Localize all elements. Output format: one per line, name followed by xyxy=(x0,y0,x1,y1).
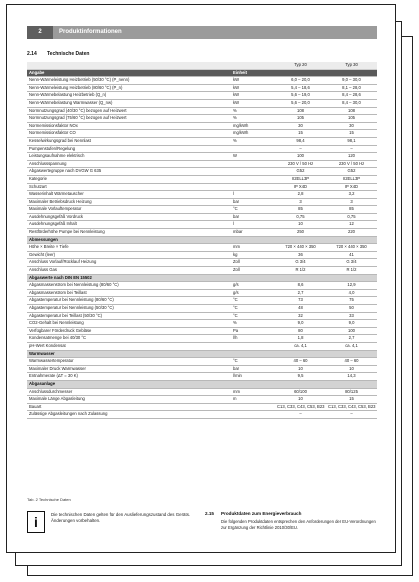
table-cell: 720 × 440 × 350 xyxy=(326,244,377,252)
table-row xyxy=(27,175,377,183)
table-cell: 80 xyxy=(275,327,326,335)
table-row xyxy=(27,77,377,85)
table-cell: Abgasmassenstrom bei Teillast xyxy=(27,289,231,297)
table-cell xyxy=(275,69,326,77)
table-cell: Abgastemperatur bei Nennleistung (50/30 °C) xyxy=(27,305,231,313)
table-cell: kW xyxy=(231,99,275,107)
table-cell: 9,0 xyxy=(275,320,326,328)
table-cell: Zoll xyxy=(231,259,275,267)
table-cell xyxy=(231,145,275,153)
table-cell: 15 xyxy=(326,396,377,404)
table-cell: kW xyxy=(231,92,275,100)
table-cell: 9,5 xyxy=(275,373,326,381)
table-cell: Anschlussdurchmesser xyxy=(27,388,231,396)
table-cell: Einheit xyxy=(231,69,275,77)
table-row xyxy=(27,358,377,366)
table-cell: Anschluss Gas xyxy=(27,267,231,275)
technical-data-table xyxy=(27,62,377,419)
table-cell: Typ 20 xyxy=(275,62,326,69)
info-note xyxy=(27,511,207,535)
table-row xyxy=(27,99,377,107)
table-cell: 3 xyxy=(275,198,326,206)
table-cell: 40 – 60 xyxy=(326,358,377,366)
table-cell: 8,4 – 28,6 xyxy=(326,92,377,100)
table-cell: 98,1 xyxy=(326,137,377,145)
table-row xyxy=(27,191,377,199)
table-row xyxy=(27,160,377,168)
table-row xyxy=(27,411,377,419)
table-row xyxy=(27,305,377,313)
table-cell: 5,4 – 18,6 xyxy=(275,84,326,92)
table-row xyxy=(27,168,377,176)
chapter-number: 2 xyxy=(27,26,53,39)
table-cell: Normnutzungsgrad (40/30 °C) bezogen auf Heizwert xyxy=(27,107,231,115)
table-cell: 8,1 – 28,0 xyxy=(326,84,377,92)
table-cell: Zoll xyxy=(231,267,275,275)
table-cell: % xyxy=(231,320,275,328)
table-cell: Abmessungen xyxy=(27,236,231,244)
chapter-header-bar xyxy=(27,26,377,39)
table-cell: 108 xyxy=(275,107,326,115)
table-cell: R 1/2 xyxy=(326,267,377,275)
table-cell: 60/100 xyxy=(275,388,326,396)
table-cell xyxy=(231,236,275,244)
table-row xyxy=(27,145,377,153)
table-cell: 75 xyxy=(326,297,377,305)
table-row xyxy=(27,373,377,381)
model-header-row xyxy=(27,62,377,69)
table-cell: Nenn-Wärmeleistung Heizbetrieb (50/30 °C) (P_nenn) xyxy=(27,77,231,85)
table-row xyxy=(27,107,377,115)
table-cell: 10 xyxy=(275,221,326,229)
table-cell: 120 xyxy=(326,153,377,161)
table-cell: 10 xyxy=(275,365,326,373)
table-cell: 40 – 60 xyxy=(275,358,326,366)
table-cell: Maximale Vorlauftemperatur xyxy=(27,206,231,214)
table-row xyxy=(27,198,377,206)
table-cell: bar xyxy=(231,198,275,206)
table-cell xyxy=(231,411,275,419)
table-cell: l xyxy=(231,221,275,229)
table-cell: l/min xyxy=(231,373,275,381)
table-cell: Höhe × Breite × Tiefe xyxy=(27,244,231,252)
table-cell: % xyxy=(231,137,275,145)
table-caption: Tab. 2 Technische Daten xyxy=(27,497,71,502)
table-cell: ca. 4,1 xyxy=(326,342,377,350)
table-cell: 1,8 xyxy=(275,335,326,343)
table-cell: G 3/4 xyxy=(275,259,326,267)
table-cell: G 3/4 xyxy=(326,259,377,267)
table-cell: °C xyxy=(231,206,275,214)
table-cell: l xyxy=(231,191,275,199)
table-cell: 8,4 – 30,0 xyxy=(326,99,377,107)
table-row xyxy=(27,244,377,252)
table-cell: 0,75 xyxy=(326,213,377,221)
column-header-row xyxy=(27,69,377,77)
table-cell: 48 xyxy=(275,305,326,313)
table-cell: 85 xyxy=(326,206,377,214)
table-cell xyxy=(231,403,275,411)
table-cell: 85 xyxy=(275,206,326,214)
table-cell: Ausdehnungsgefäß Vordruck xyxy=(27,213,231,221)
table-cell: 6,0 – 20,0 xyxy=(275,77,326,85)
table-cell: Wasserinhalt Wärmetauscher xyxy=(27,191,231,199)
table-cell: 32 xyxy=(275,312,326,320)
table-cell: Kategorie xyxy=(27,175,231,183)
table-cell: Abgasmassenstrom bei Nennleistung (80/60 °C) xyxy=(27,282,231,290)
table-cell: 41 xyxy=(326,251,377,259)
table-cell: Angabe xyxy=(27,69,231,77)
table-cell: % xyxy=(231,107,275,115)
table-row xyxy=(27,206,377,214)
table-cell: pH-Wert Kondensat xyxy=(27,342,231,350)
table-cell xyxy=(231,183,275,191)
subsection-heading xyxy=(205,511,377,516)
table-cell: % xyxy=(231,115,275,123)
table-cell: 2,7 xyxy=(275,289,326,297)
table-cell xyxy=(231,175,275,183)
table-cell: Warmwasser xyxy=(27,350,231,358)
table-cell: Maximale Länge Abgasleitung xyxy=(27,396,231,404)
table-cell: Abgastemperatur bei Teillast (50/30 °C) xyxy=(27,312,231,320)
table-cell xyxy=(326,380,377,388)
table-cell: 80/125 xyxy=(326,388,377,396)
table-cell xyxy=(275,350,326,358)
table-cell: G52 xyxy=(275,168,326,176)
table-cell xyxy=(231,168,275,176)
table-cell: mm xyxy=(231,244,275,252)
table-row xyxy=(27,327,377,335)
table-cell: IP X4D xyxy=(275,183,326,191)
subsection-title: Produktdaten zum Energieverbrauch xyxy=(221,511,302,516)
group-header-row xyxy=(27,274,377,282)
table-cell: 9,0 xyxy=(326,320,377,328)
table-cell: Typ 30 xyxy=(326,62,377,69)
table-cell: 230 V / 50 Hz xyxy=(326,160,377,168)
table-cell: 73 xyxy=(275,297,326,305)
table-cell: 5,6 – 20,0 xyxy=(275,99,326,107)
table-cell: kW xyxy=(231,77,275,85)
table-row xyxy=(27,396,377,404)
table-cell xyxy=(275,236,326,244)
table-cell: Abgaswerte nach DIN EN 15502 xyxy=(27,274,231,282)
table-cell: 3 xyxy=(326,198,377,206)
chapter-title: Produktinformationen xyxy=(59,29,122,35)
table-cell xyxy=(275,274,326,282)
table-cell: Normnutzungsgrad (75/60 °C) bezogen auf Heizwert xyxy=(27,115,231,123)
table-cell: Maximaler Druck Warmwasser xyxy=(27,365,231,373)
table-cell: II2ELL3P xyxy=(326,175,377,183)
table-cell: °C xyxy=(231,297,275,305)
table-cell: 30 xyxy=(275,122,326,130)
table-row xyxy=(27,213,377,221)
subsection xyxy=(205,511,377,531)
table-cell: Schutzart xyxy=(27,183,231,191)
table-cell: 220 xyxy=(326,229,377,237)
table-cell: 15 xyxy=(275,130,326,138)
table-cell: 250 xyxy=(275,229,326,237)
table-cell: Entnahmerate (ΔT = 30 K) xyxy=(27,373,231,381)
table-cell: 108 xyxy=(326,107,377,115)
table-row xyxy=(27,92,377,100)
table-row xyxy=(27,153,377,161)
table-cell: kg xyxy=(231,251,275,259)
table-cell: 14,3 xyxy=(326,373,377,381)
table-cell: bar xyxy=(231,213,275,221)
table-cell: CO2-Gehalt bei Nennleistung xyxy=(27,320,231,328)
table-cell: °C xyxy=(231,312,275,320)
table-cell: – xyxy=(326,411,377,419)
table-row xyxy=(27,335,377,343)
table-cell: Gewicht (leer) xyxy=(27,251,231,259)
table-row xyxy=(27,259,377,267)
table-row xyxy=(27,297,377,305)
table-cell: 9,0 – 30,0 xyxy=(326,77,377,85)
table-row xyxy=(27,342,377,350)
table-row xyxy=(27,388,377,396)
table-cell: ca. 4,1 xyxy=(275,342,326,350)
table-row xyxy=(27,130,377,138)
table-cell: II2ELL3P xyxy=(275,175,326,183)
table-row xyxy=(27,320,377,328)
table-cell: Kesselwirkungsgrad bei Nennlast xyxy=(27,137,231,145)
table-cell: Normemissionsfaktor NOx xyxy=(27,122,231,130)
table-cell: 3,2 xyxy=(326,191,377,199)
table-cell: kW xyxy=(231,84,275,92)
table-cell xyxy=(275,380,326,388)
table-cell: – xyxy=(275,145,326,153)
table-row xyxy=(27,312,377,320)
table-cell: Nenn-Wärmebelastung Warmwasser (Q_nw) xyxy=(27,99,231,107)
table-cell: 15 xyxy=(326,130,377,138)
table-row xyxy=(27,84,377,92)
group-header-row xyxy=(27,380,377,388)
table-row xyxy=(27,267,377,275)
info-icon: i xyxy=(27,511,45,533)
table-cell xyxy=(231,62,275,69)
table-cell xyxy=(326,274,377,282)
table-cell: m xyxy=(231,396,275,404)
table-cell: Abgaswertegruppe nach DVGW G 635 xyxy=(27,168,231,176)
table-cell: Pumpenstufen/Regelung xyxy=(27,145,231,153)
table-cell: 8,6 xyxy=(275,282,326,290)
table-cell: Abgastemperatur bei Nennleistung (80/60 °C) xyxy=(27,297,231,305)
table-cell: Nenn-Wärmebelastung Heizbetrieb (Q_n) xyxy=(27,92,231,100)
table-cell: 720 × 440 × 350 xyxy=(275,244,326,252)
table-cell xyxy=(231,160,275,168)
table-cell: 5,6 – 19,0 xyxy=(275,92,326,100)
table-cell: mg/kWh xyxy=(231,122,275,130)
table-cell: 2,7 xyxy=(326,335,377,343)
table-cell: 10 xyxy=(275,396,326,404)
table-cell: C13, C33, C43, C53, B23 xyxy=(275,403,326,411)
table-cell: g/s xyxy=(231,289,275,297)
subsection-body: Die folgenden Produktdaten entsprechen den Anforderungen der EU-Verordnungen zur Ergänzung der Richtlinie 2010/30/EU. xyxy=(221,519,376,530)
table-cell: 10 xyxy=(326,365,377,373)
table-cell xyxy=(27,62,231,69)
table-cell: 98,4 xyxy=(275,137,326,145)
table-cell xyxy=(326,350,377,358)
table-cell: 12 xyxy=(326,221,377,229)
table-row xyxy=(27,289,377,297)
table-cell: 12,9 xyxy=(326,282,377,290)
table-cell: Kondensatmenge bei 40/30 °C xyxy=(27,335,231,343)
table-cell: W xyxy=(231,153,275,161)
table-cell: Anschluss Vorlauf/Rücklauf Heizung xyxy=(27,259,231,267)
table-cell: Ausdehnungsgefäß Inhalt xyxy=(27,221,231,229)
table-cell: 0,75 xyxy=(275,213,326,221)
table-row xyxy=(27,365,377,373)
table-cell xyxy=(231,350,275,358)
table-cell: 105 xyxy=(326,115,377,123)
table-cell: Anschlussspannung xyxy=(27,160,231,168)
table-cell: 230 V / 50 Hz xyxy=(275,160,326,168)
table-cell xyxy=(326,236,377,244)
table-row xyxy=(27,115,377,123)
table-cell: 2,8 xyxy=(275,191,326,199)
table-cell: 30 xyxy=(326,122,377,130)
section-heading xyxy=(27,51,89,57)
table-cell: 100 xyxy=(326,327,377,335)
table-cell: Nenn-Wärmeleistung Heizbetrieb (80/60 °C) (P_n) xyxy=(27,84,231,92)
table-cell: Verfügbarer Förderdruck Gebläse xyxy=(27,327,231,335)
table-cell: 4,0 xyxy=(326,289,377,297)
table-cell: 50 xyxy=(326,305,377,313)
subsection-number: 2.15 xyxy=(205,511,214,516)
table-row xyxy=(27,221,377,229)
table-row xyxy=(27,137,377,145)
table-cell xyxy=(231,274,275,282)
table-cell: bar xyxy=(231,365,275,373)
table-cell: G52 xyxy=(326,168,377,176)
table-row xyxy=(27,251,377,259)
table-row xyxy=(27,229,377,237)
table-cell: C13, C33, C43, C53, B23 xyxy=(326,403,377,411)
table-cell: Pa xyxy=(231,327,275,335)
table-cell: mm xyxy=(231,388,275,396)
table-cell: 105 xyxy=(275,115,326,123)
table-cell: Normemissionsfaktor CO xyxy=(27,130,231,138)
table-cell: 100 xyxy=(275,153,326,161)
section-number: 2.14 xyxy=(27,51,37,57)
table-row xyxy=(27,183,377,191)
table-cell xyxy=(326,69,377,77)
table-cell: g/s xyxy=(231,282,275,290)
table-cell: Maximaler Betriebsdruck Heizung xyxy=(27,198,231,206)
table-cell: °C xyxy=(231,358,275,366)
group-header-row xyxy=(27,236,377,244)
table-row xyxy=(27,403,377,411)
table-cell: mbar xyxy=(231,229,275,237)
table-cell: Leistungsaufnahme elektrisch xyxy=(27,153,231,161)
table-row xyxy=(27,122,377,130)
table-cell: Restförderhöhe Pumpe bei Nennleistung xyxy=(27,229,231,237)
table-cell: 33 xyxy=(326,312,377,320)
table-cell: R 1/2 xyxy=(275,267,326,275)
table-cell: mg/kWh xyxy=(231,130,275,138)
table-cell: Abgasanlage xyxy=(27,380,231,388)
table-cell: °C xyxy=(231,305,275,313)
document-page xyxy=(6,4,396,553)
group-header-row xyxy=(27,350,377,358)
table-cell: Warmwassertemperatur xyxy=(27,358,231,366)
table-cell xyxy=(231,380,275,388)
info-note-text: Die technischen Daten gelten für den Auslieferungszustand des Geräts. Änderungen vorbehalten. xyxy=(51,512,191,523)
table-cell: Zulässige Abgasleitungen nach Zulassung xyxy=(27,411,231,419)
table-row xyxy=(27,282,377,290)
table-cell: 36 xyxy=(275,251,326,259)
table-cell: – xyxy=(275,411,326,419)
table-cell xyxy=(231,342,275,350)
section-title: Technische Daten xyxy=(47,51,90,57)
table-cell: Bauart xyxy=(27,403,231,411)
table-cell: – xyxy=(326,145,377,153)
table-cell: l/h xyxy=(231,335,275,343)
table-cell: IP X4D xyxy=(326,183,377,191)
